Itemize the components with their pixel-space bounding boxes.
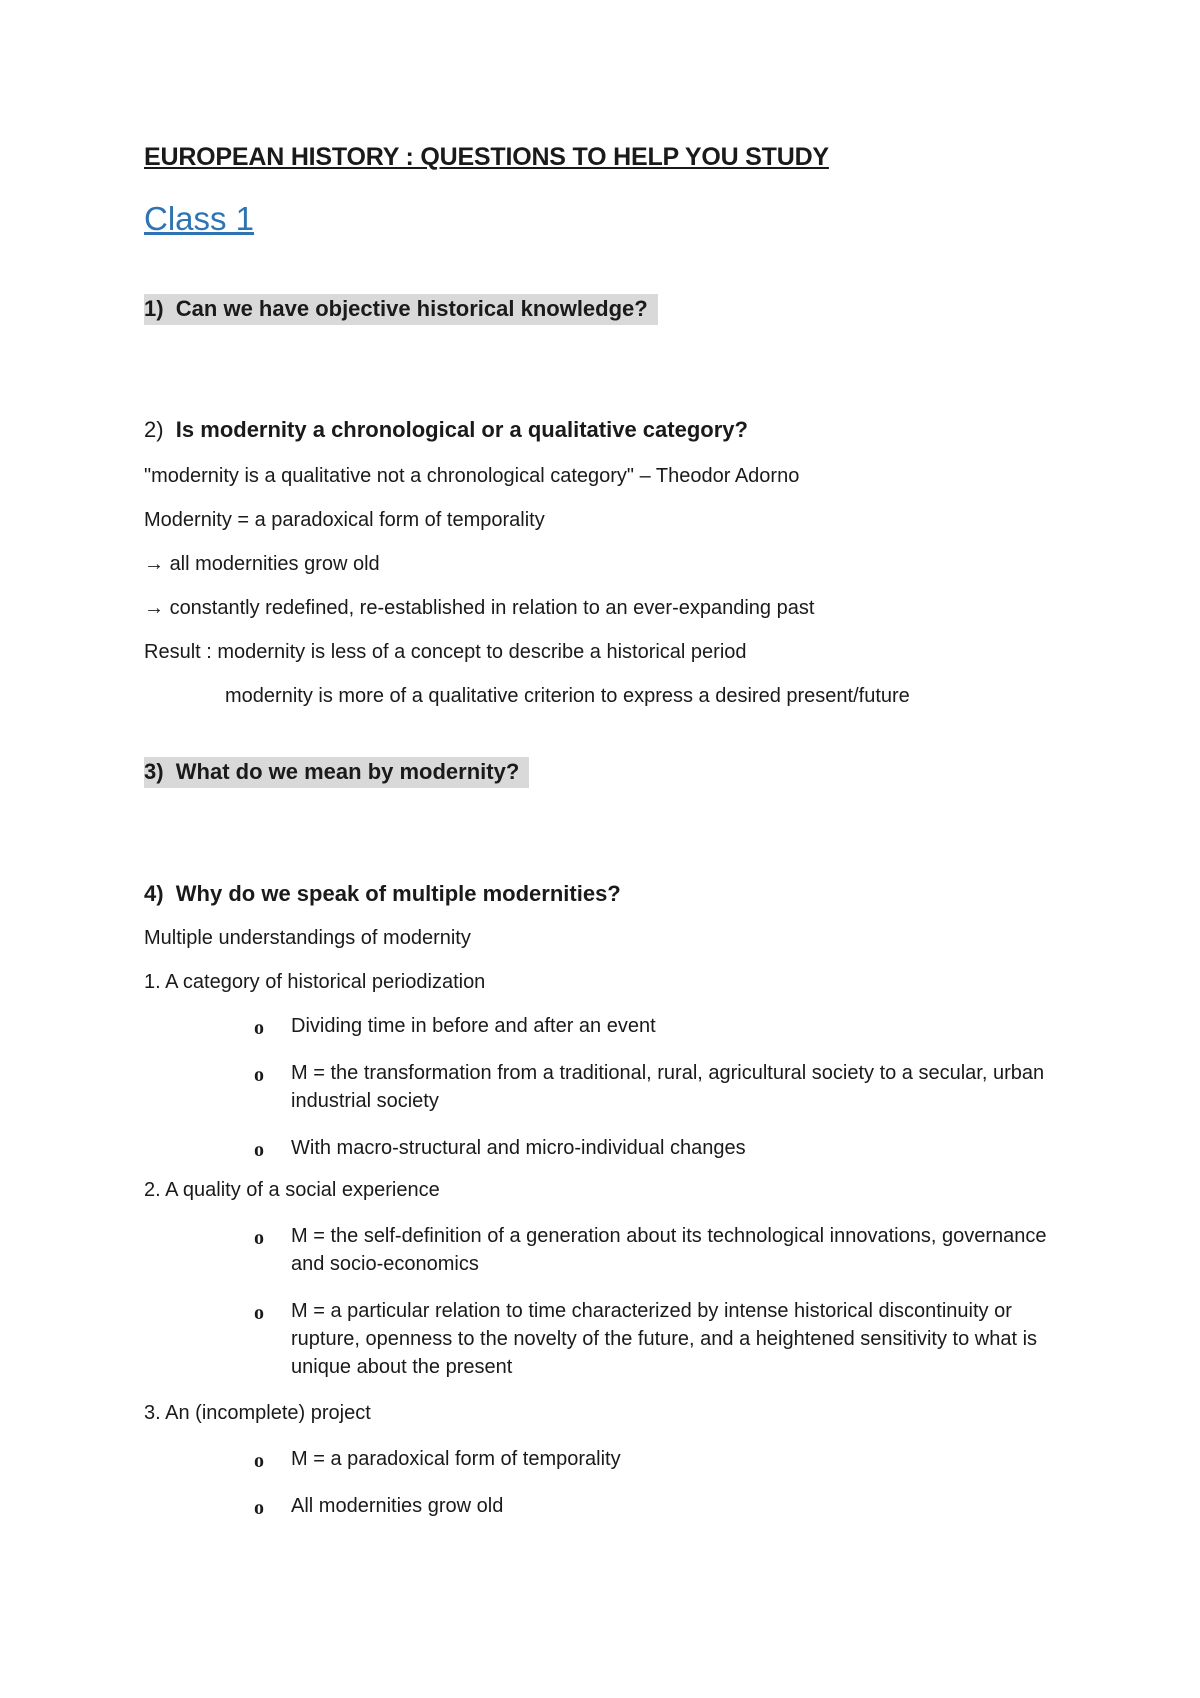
arrow-icon: → xyxy=(144,597,164,619)
arrow-icon: → xyxy=(144,553,164,575)
text-line: Modernity = a paradoxical form of temporality xyxy=(144,509,545,531)
bullet-icon: o xyxy=(254,1017,264,1039)
bullet-text: M = the self-definition of a generation about its technological innovations, governance and socio-economics xyxy=(291,1225,1047,1275)
bullet-text: All modernities grow old xyxy=(291,1495,504,1517)
bullet-icon: o xyxy=(254,1497,264,1519)
question-number: 2) xyxy=(144,417,164,442)
question-number: 1) xyxy=(144,296,164,321)
question-number: 4) xyxy=(144,881,164,906)
document-title: EUROPEAN HISTORY : QUESTIONS TO HELP YOU STUDY xyxy=(144,143,829,171)
question-text: Why do we speak of multiple modernities? xyxy=(175,881,621,906)
text-line: Multiple understandings of modernity xyxy=(144,927,471,949)
arrow-line: → all modernities grow old xyxy=(144,553,380,575)
text-line: Result : modernity is less of a concept to describe a historical period xyxy=(144,641,747,663)
bullet-icon: o xyxy=(254,1450,264,1472)
section-heading: 1. A category of historical periodization xyxy=(144,971,486,993)
bullet-icon: o xyxy=(254,1139,264,1161)
question-text: Is modernity a chronological or a qualitative category? xyxy=(175,417,748,442)
bullet-icon: o xyxy=(254,1302,264,1324)
bullet-icon: o xyxy=(254,1227,264,1249)
bullet-text: M = a paradoxical form of temporality xyxy=(291,1448,621,1470)
bullet-text: M = the transformation from a traditional, rural, agricultural society to a secular, urban industrial society xyxy=(291,1062,1045,1112)
arrow-line: → constantly redefined, re-established in relation to an ever-expanding past xyxy=(144,597,815,619)
question-text: Can we have objective historical knowledge? xyxy=(175,296,648,321)
question-3 xyxy=(144,757,529,788)
bullet-text: With macro-structural and micro-individual changes xyxy=(291,1137,746,1159)
bullet-text: M = a particular relation to time characterized by intense historical discontinuity or rupture, openness to the novelty of the future, and a heightened sensitivity to what is unique about the present xyxy=(291,1300,1038,1378)
text-line: modernity is more of a qualitative criterion to express a desired present/future xyxy=(225,685,910,707)
bullet-icon: o xyxy=(254,1064,264,1086)
question-number: 3) xyxy=(144,759,164,784)
quote-line: "modernity is a qualitative not a chronological category" – Theodor Adorno xyxy=(144,465,800,487)
section-heading: 2. A quality of a social experience xyxy=(144,1179,440,1201)
question-4 xyxy=(144,881,621,907)
class-heading: Class 1 xyxy=(144,200,255,237)
question-text: What do we mean by modernity? xyxy=(175,759,520,784)
question-1 xyxy=(144,294,658,325)
bullet-text: Dividing time in before and after an event xyxy=(291,1015,656,1037)
question-2 xyxy=(144,417,748,443)
section-heading: 3. An (incomplete) project xyxy=(144,1402,371,1424)
